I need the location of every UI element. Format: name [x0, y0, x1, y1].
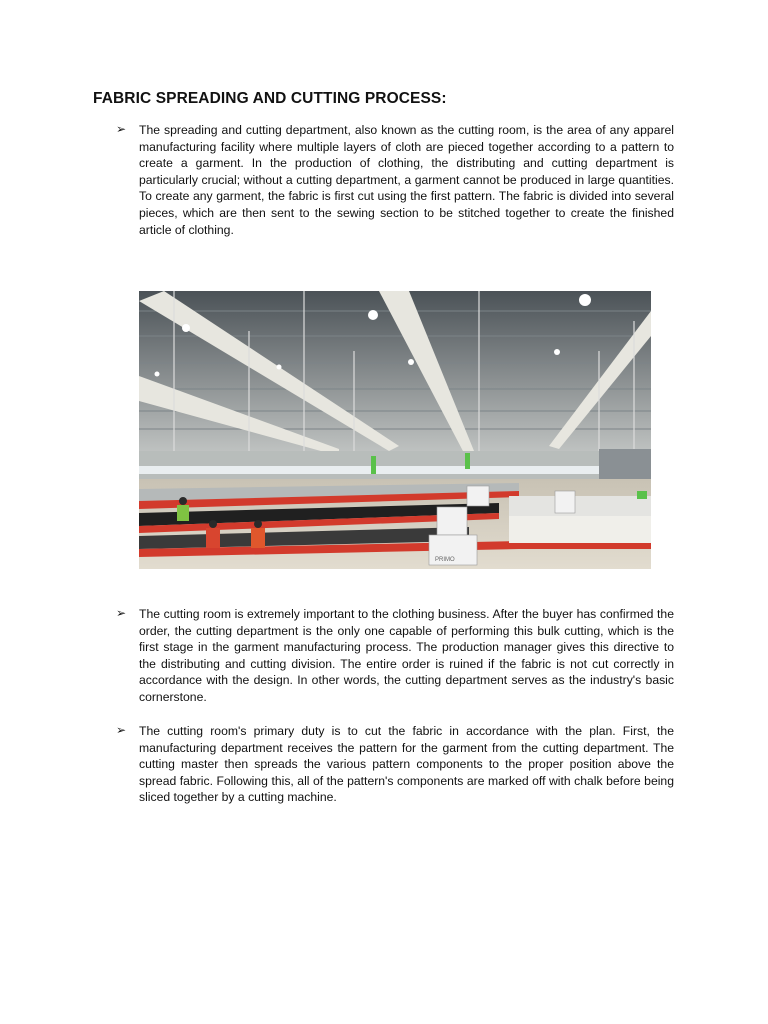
bullet-arrow-icon: ➢	[116, 723, 127, 737]
cutting-room-photo	[139, 291, 651, 569]
document-heading: FABRIC SPREADING AND CUTTING PROCESS:	[93, 90, 447, 107]
machine-label: PRIMO	[435, 557, 455, 563]
bullet-arrow-icon: ➢	[116, 606, 127, 620]
paragraph-1: The spreading and cutting department, also known as the cutting room, is the area of any apparel manufacturing facility where multiple layers of cloth are pieced together according to a pattern to create a garment. In the production of clothing, the distributing and cutting department is particularly crucial; without a cutting department, a garment cannot be produced in large quantities. To create any garment, the fabric is first cut using the first pattern. The fabric is divided into several pieces, which are then sent to the sewing section to be stitched together to create the finished article of clothing.	[139, 123, 674, 237]
paragraph-2: The cutting room is extremely important to the clothing business. After the buyer has confirmed the order, the cutting department is the only one capable of performing this bulk cutting, which is the first stage in the garment manufacturing process. The production manager gives this directive to the distributing and cutting division. The entire order is ruined if the fabric is not cut correctly in accordance with the design. In other words, the cutting department serves as the industry's basic cornerstone.	[139, 607, 674, 704]
paragraph-3: The cutting room's primary duty is to cut the fabric in accordance with the plan. First, the manufacturing department receives the pattern for the garment from the cutting department. The cutting master then spreads the various pattern components to the proper position above the spread fabric. Following this, all of the pattern's components are marked off with chalk before being sliced together by a cutting machine.	[139, 724, 674, 805]
bullet-arrow-icon: ➢	[116, 122, 127, 136]
